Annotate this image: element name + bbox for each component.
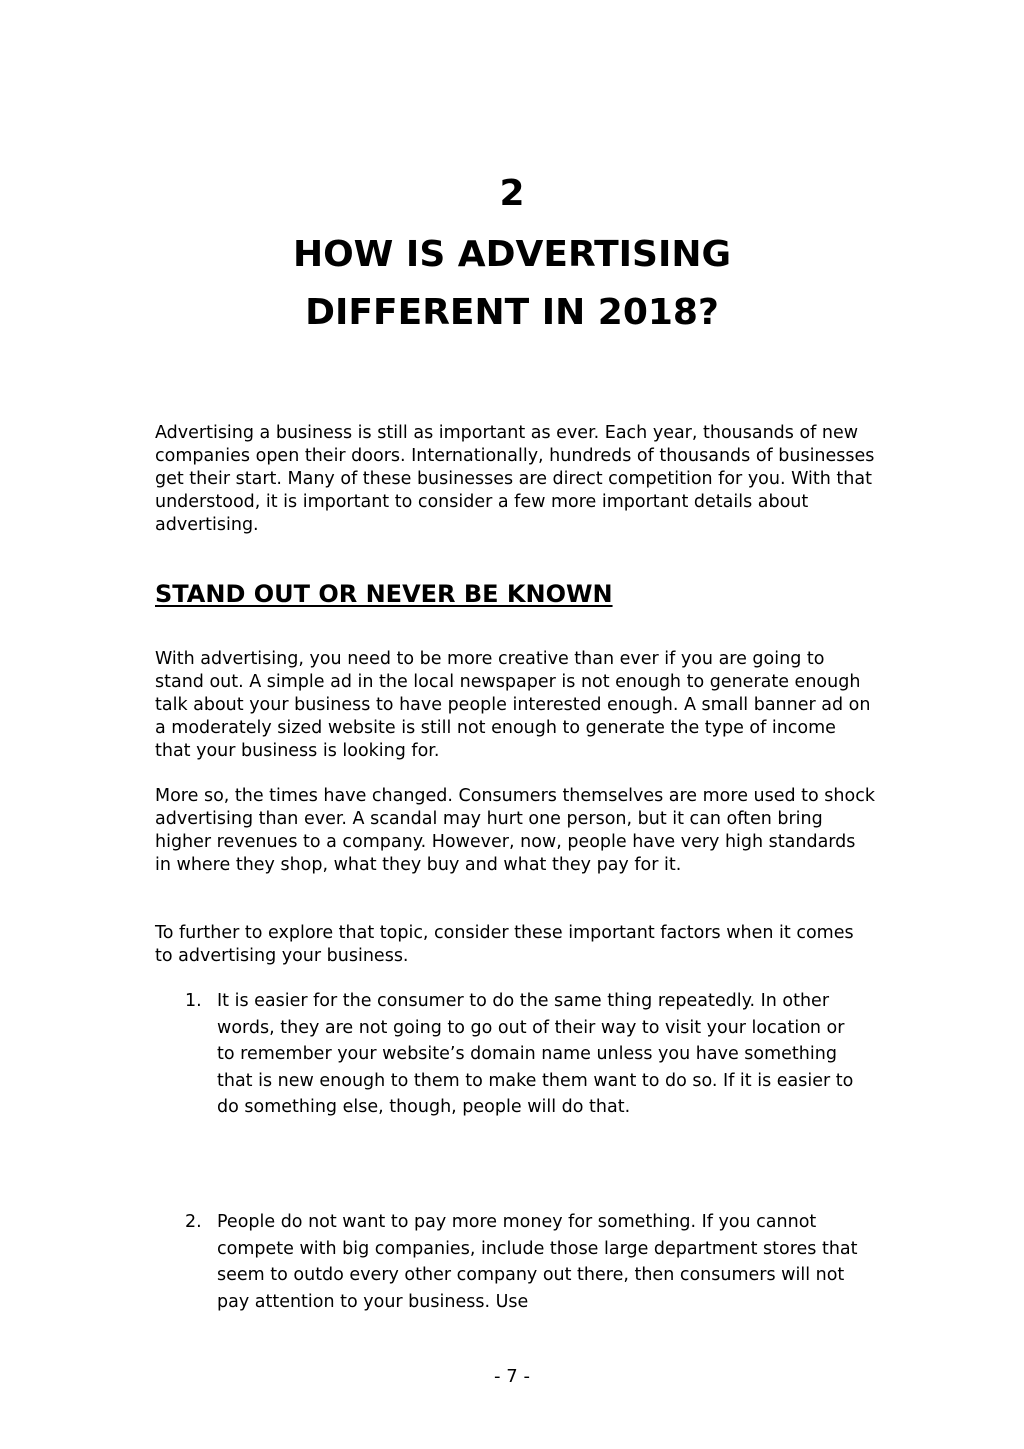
list-item-text: People do not want to pay more money for something. If you cannot compete with big companies, include those large department stores that seem to outdo every other company out there, then consumers will not pay attention to your business. Use [217,1212,858,1312]
list-item [155,1209,875,1315]
list-item-text: It is easier for the consumer to do the same thing repeatedly. In other words, they are not going to go out of their way to visit your location or to remember your website’s domain name unless you have something that is new enough to them to make them want to do so. If it is easier to do something else, though, people will do that. [217,991,854,1117]
body-paragraph: With advertising, you need to be more creative than ever if you are going to stand out. A simple ad in the local newspaper is not enough to generate enough talk about your business to have people interested enough. A small banner ad on a moderately sized website is still not enough to generate the type of income that your business is looking for. [155,649,871,761]
chapter-number: 2 [499,173,525,214]
page-number: - 7 - [494,1366,530,1387]
chapter-title-line-1: HOW IS ADVERTISING [292,234,732,275]
body-paragraph: To further to explore that topic, consider these important factors when it comes to advertising your business. [155,923,854,966]
section-heading: STAND OUT OR NEVER BE KNOWN [155,580,613,608]
body-paragraph: More so, the times have changed. Consumers themselves are more used to shock advertising than ever. A scandal may hurt one person, but it can often bring higher revenues to a company. However, now, people have very high standards in where they shop, what they buy and what they pay for it. [155,786,875,875]
list-item [155,988,875,1121]
chapter-title [0,226,1024,342]
chapter-title-line-2: DIFFERENT IN 2018? [305,292,719,333]
intro-paragraph: Advertising a business is still as important as ever. Each year, thousands of new companies open their doors. Internationally, hundreds of thousands of businesses get their start. Many of these businesses are direct competition for you. With that understood, it is important to consider a few more important details about advertising. [155,423,875,535]
list-item-number: 1. [185,991,202,1011]
list-item-number: 2. [185,1212,202,1232]
